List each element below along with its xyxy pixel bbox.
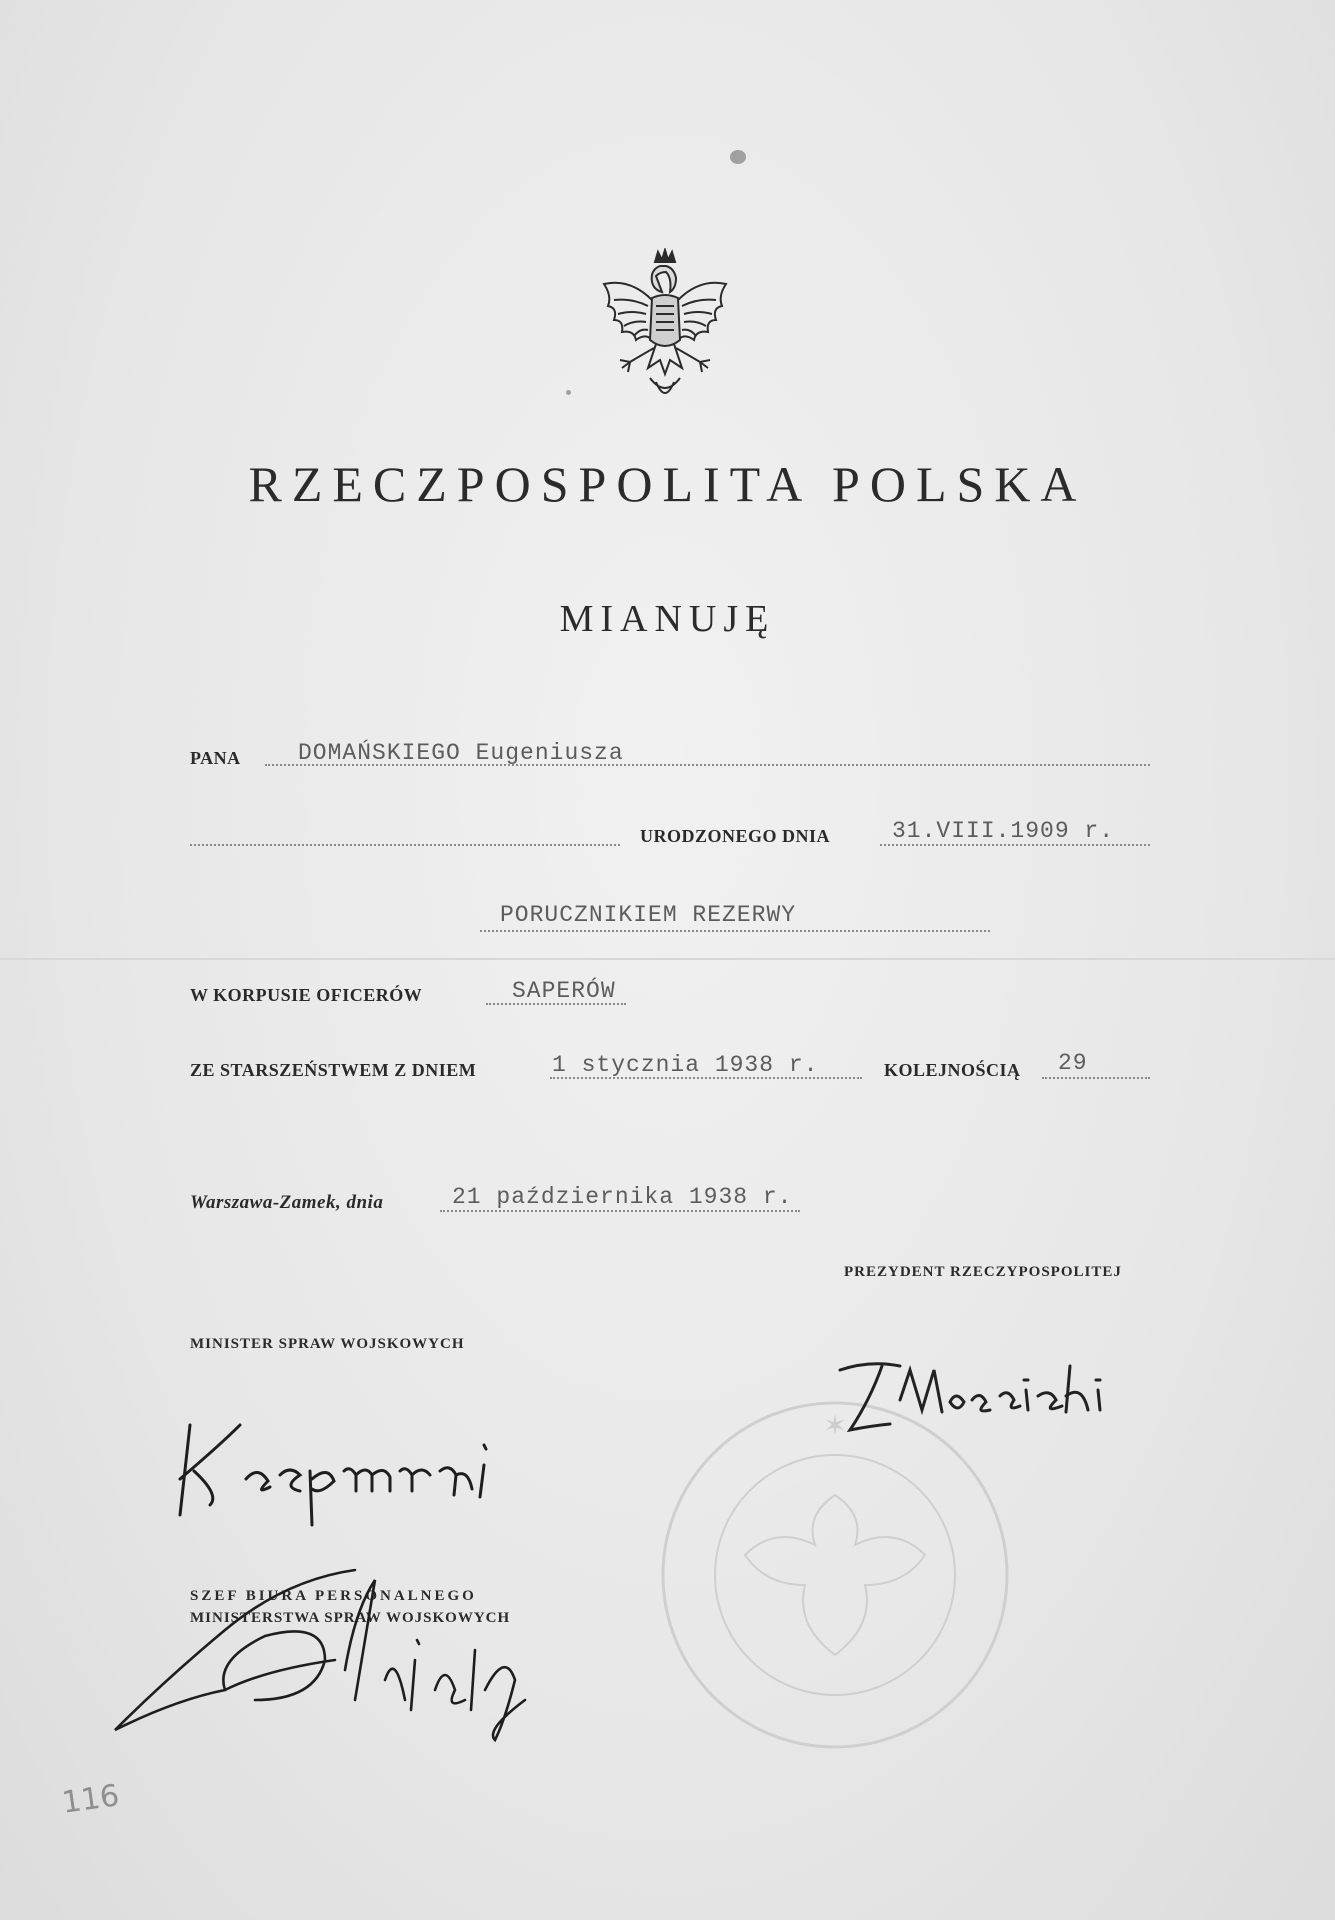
bureau-head-signature (105, 1550, 625, 1750)
rank-dotted-line (480, 930, 990, 932)
order-dotted-line (1042, 1077, 1150, 1079)
order-value: 29 (1058, 1050, 1088, 1076)
seniority-date: 1 stycznia 1938 r. (552, 1052, 819, 1078)
seniority-label: ZE STARSZEŃSTWEM Z DNIEM (190, 1060, 477, 1080)
corps-label: W KORPUSIE OFICERÓW (190, 985, 423, 1005)
appointment-heading: MIANUJĘ (559, 598, 776, 640)
place-label: Warszawa-Zamek, dnia (190, 1192, 384, 1213)
ink-spot (730, 150, 746, 164)
polish-eagle-icon (590, 248, 740, 408)
born-dotted-line-left (190, 844, 620, 846)
place-dotted-line (440, 1210, 800, 1212)
born-label: URODZONEGO DNIA (640, 826, 831, 846)
birth-date: 31.VIII.1909 r. (892, 818, 1115, 844)
rank-value: PORUCZNIKIEM REZERWY (500, 902, 797, 928)
president-signature (830, 1340, 1170, 1450)
page-number: 116 (59, 1778, 122, 1821)
republic-heading: RZECZPOSPOLITA POLSKA (248, 456, 1087, 512)
president-title: PREZYDENT RZECZYPOSPOLITEJ (844, 1264, 1122, 1280)
order-label: KOLEJNOŚCIĄ (884, 1060, 1021, 1080)
recipient-name: DOMAŃSKIEGO Eugeniusza (298, 740, 624, 766)
pana-label: PANA (190, 748, 241, 768)
born-dotted-line-right (880, 844, 1150, 846)
corps-value: SAPERÓW (512, 978, 616, 1004)
bureau-title-line1: SZEF BIURA PERSONALNEGO (190, 1588, 477, 1604)
ink-spot (566, 390, 571, 395)
minister-title: MINISTER SPRAW WOJSKOWYCH (190, 1336, 465, 1352)
minister-signature (150, 1405, 550, 1535)
bureau-title-line2: MINISTERSTWA SPRAW WOJSKOWYCH (190, 1610, 511, 1626)
paper-fold-line (0, 958, 1335, 960)
issue-date: 21 października 1938 r. (452, 1184, 793, 1210)
seal-text-fragment: ✶ (823, 1411, 847, 1442)
